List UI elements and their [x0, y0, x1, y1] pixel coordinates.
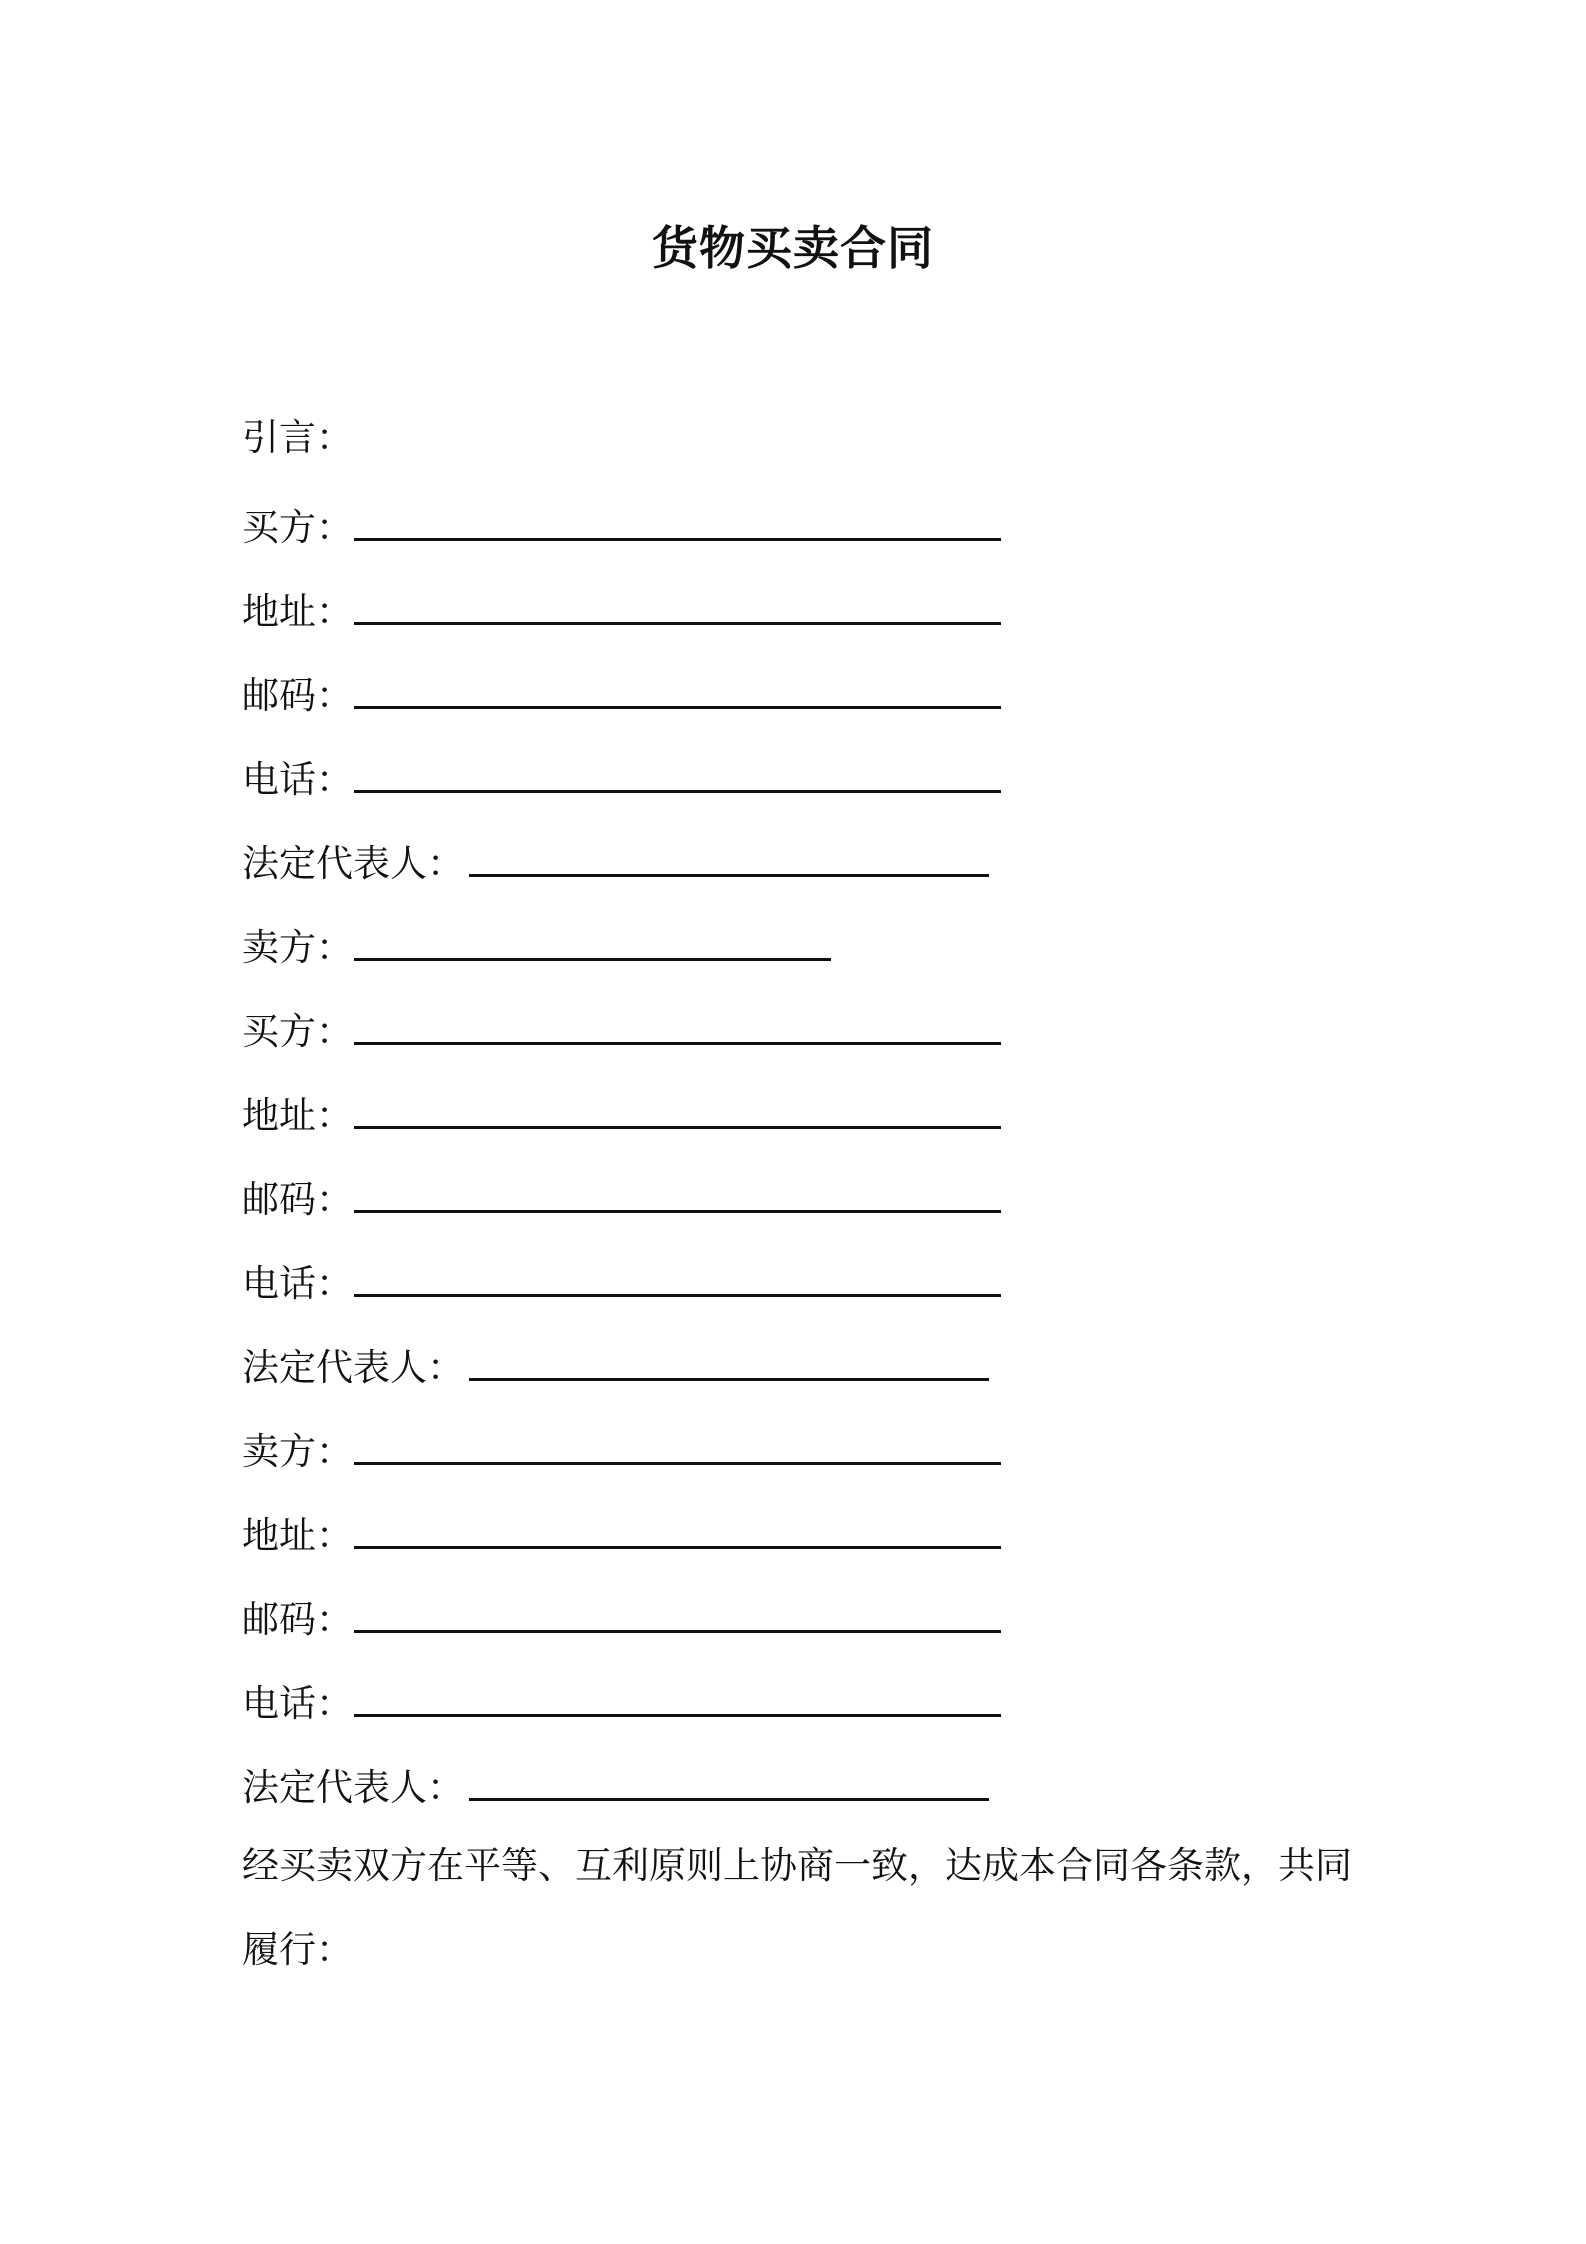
fill-in-blank[interactable]	[469, 874, 989, 877]
fill-in-blank[interactable]	[354, 1294, 1001, 1297]
field-label: 邮码：	[242, 1598, 353, 1641]
fill-in-blank[interactable]	[354, 1210, 1001, 1213]
fill-in-blank[interactable]	[354, 958, 831, 961]
fill-in-blank[interactable]	[354, 1630, 1001, 1633]
fill-in-blank[interactable]	[469, 1378, 989, 1381]
fill-in-blank[interactable]	[354, 1462, 1001, 1465]
field-label: 邮码：	[242, 674, 353, 717]
closing-paragraph-line: 履行：	[242, 1928, 353, 1971]
fill-in-blank[interactable]	[354, 538, 1001, 541]
field-label: 电话：	[242, 1262, 353, 1305]
field-label: 电话：	[242, 758, 353, 801]
fill-in-blank[interactable]	[354, 790, 1001, 793]
field-label: 卖方：	[242, 1430, 353, 1473]
field-label: 邮码：	[242, 1178, 353, 1221]
field-label: 买方：	[242, 1010, 353, 1053]
field-label: 卖方：	[242, 926, 353, 969]
closing-paragraph-line: 经买卖双方在平等、互利原则上协商一致，达成本合同各条款，共同	[242, 1844, 1352, 1887]
field-label: 地址：	[242, 1514, 353, 1557]
intro-label: 引言：	[242, 416, 353, 459]
fill-in-blank[interactable]	[354, 1714, 1001, 1717]
fill-in-blank[interactable]	[354, 1546, 1001, 1549]
fill-in-blank[interactable]	[354, 1042, 1001, 1045]
field-label: 法定代表人：	[242, 1346, 464, 1389]
field-label: 法定代表人：	[242, 1766, 464, 1809]
fill-in-blank[interactable]	[469, 1798, 989, 1801]
fill-in-blank[interactable]	[354, 706, 1001, 709]
fill-in-blank[interactable]	[354, 622, 1001, 625]
field-label: 法定代表人：	[242, 842, 464, 885]
field-label: 电话：	[242, 1682, 353, 1725]
field-label: 地址：	[242, 590, 353, 633]
field-label: 地址：	[242, 1094, 353, 1137]
field-label: 买方：	[242, 506, 353, 549]
fill-in-blank[interactable]	[354, 1126, 1001, 1129]
document-title: 货物买卖合同	[652, 221, 934, 275]
